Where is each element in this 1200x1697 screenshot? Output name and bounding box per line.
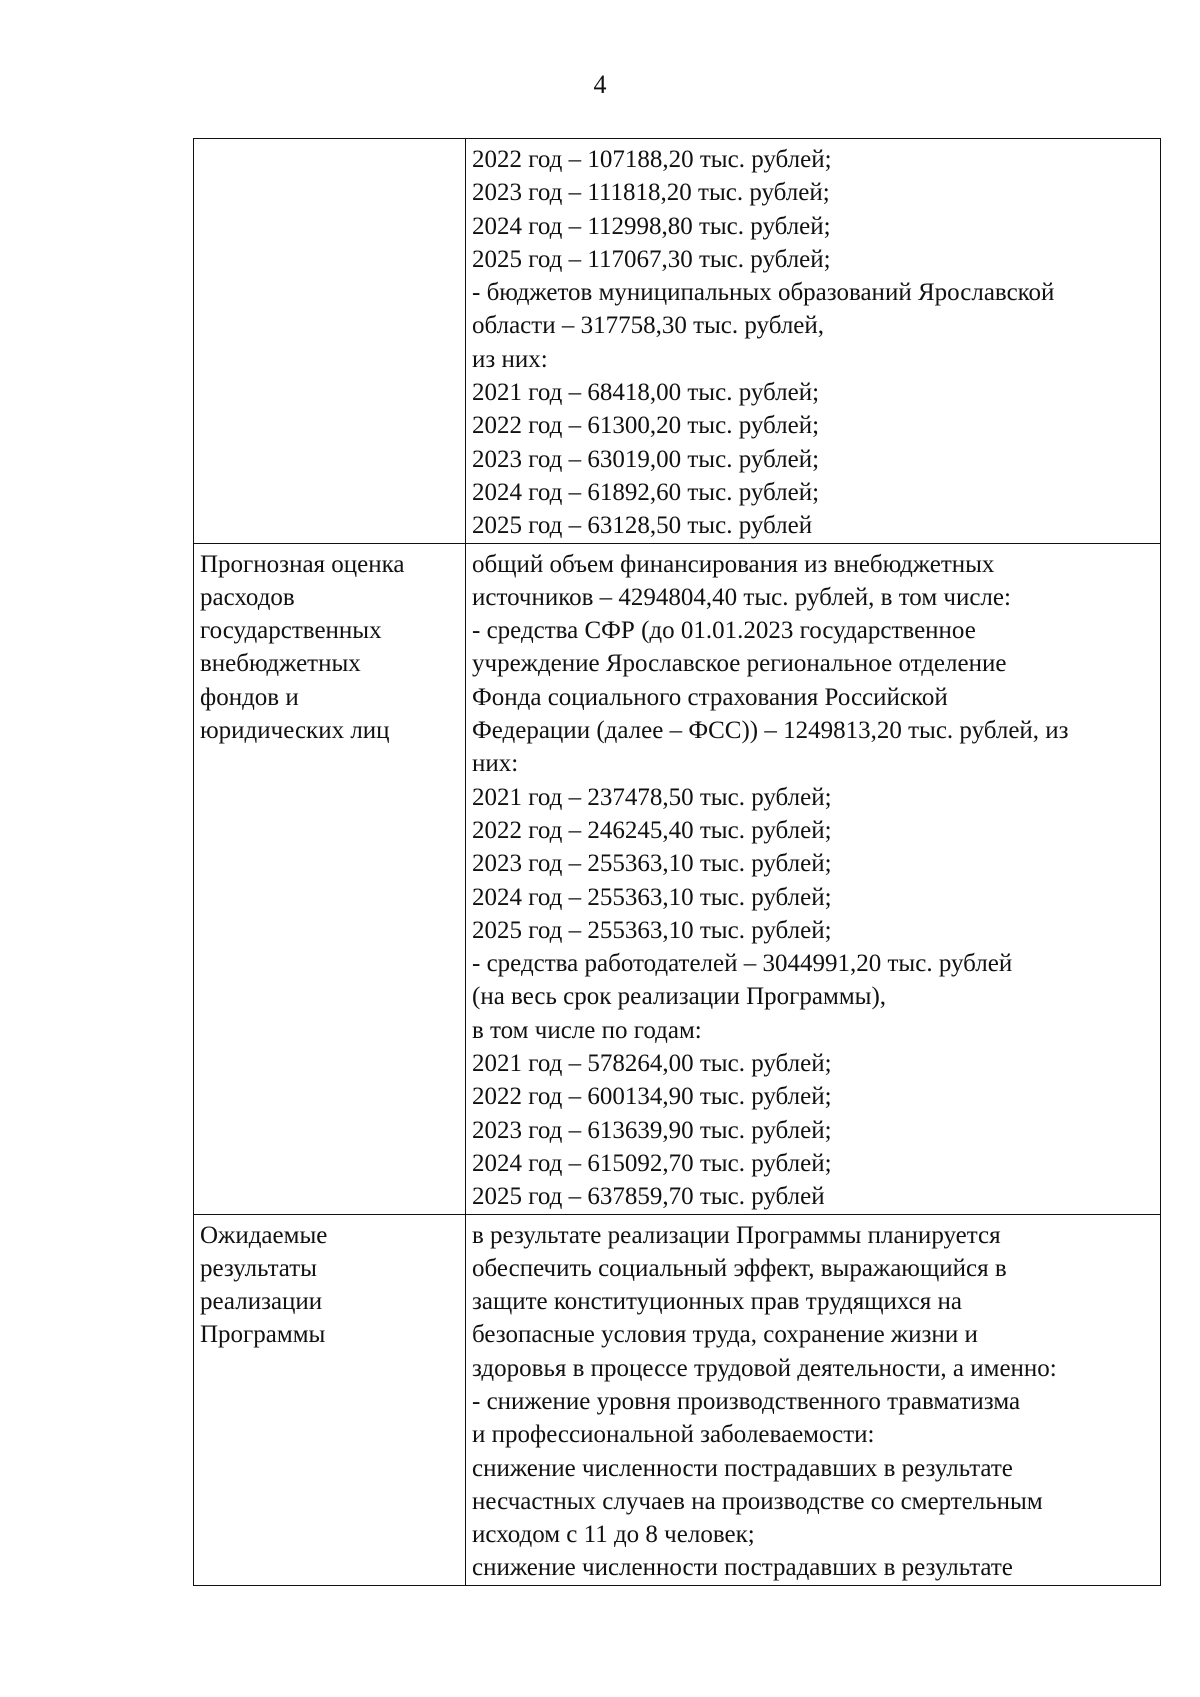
label-line: Ожидаемые [200,1221,328,1249]
row-label-cell [194,139,466,544]
content-line: Фонда социального страхования Российской [472,683,948,711]
content-line: 2023 год – 255363,10 тыс. рублей; [472,850,832,878]
page-number: 4 [593,70,607,99]
content-line: 2023 год – 613639,90 тыс. рублей; [472,1116,832,1144]
content-line: учреждение Ярославское региональное отделение [472,650,1007,678]
row-label-cell [194,543,466,1214]
content-line: снижение численности пострадавших в результате [472,1554,1013,1582]
row-label-cell [194,1214,466,1585]
content-line: - средства работодателей – 3044991,20 тыс. рублей [472,950,1013,978]
label-line: результаты [200,1254,317,1282]
content-line: 2022 год – 600134,90 тыс. рублей; [472,1083,832,1111]
content-line: Федерации (далее – ФСС)) – 1249813,20 тыс. рублей, из [472,717,1069,745]
label-line: расходов [200,583,295,611]
label-line: юридических лиц [200,717,390,745]
content-line: 2022 год – 246245,40 тыс. рублей; [472,816,832,844]
table-row-expected-results [194,1214,1161,1585]
content-line: 2022 год – 107188,20 тыс. рублей; [472,146,832,173]
content-line: (на весь срок реализации Программы), [472,983,887,1011]
content-line: - бюджетов муниципальных образований Ярославской [472,279,1055,307]
content-line: снижение численности пострадавших в результате [472,1454,1013,1482]
content-line: 2023 год – 111818,20 тыс. рублей; [472,179,830,207]
content-line: общий объем финансирования из внебюджетных [472,550,995,578]
passport-table [193,138,1161,1586]
content-line: 2025 год – 255363,10 тыс. рублей; [472,916,832,944]
content-line: здоровья в процессе трудовой деятельности, а именно: [472,1354,1057,1382]
label-line: внебюджетных [200,650,361,678]
content-line: источников – 4294804,40 тыс. рублей, в том числе: [472,583,1011,611]
content-line: 2024 год – 112998,80 тыс. рублей; [472,212,831,240]
label-line: Прогнозная оценка [200,550,405,578]
content-line: несчастных случаев на производстве со смертельным [472,1487,1043,1515]
content-line: - средства СФР (до 01.01.2023 государственное [472,617,976,645]
content-line: 2025 год – 117067,30 тыс. рублей; [472,245,831,273]
content-line: 2022 год – 61300,20 тыс. рублей; [472,412,820,440]
content-line: безопасные условия труда, сохранение жизни и [472,1321,978,1349]
content-line: 2024 год – 255363,10 тыс. рублей; [472,883,832,911]
content-line: обеспечить социальный эффект, выражающийся в [472,1254,1007,1282]
content-line: 2021 год – 68418,00 тыс. рублей; [472,379,820,407]
content-line: 2021 год – 237478,50 тыс. рублей; [472,783,832,811]
row-content-cell [466,139,1161,544]
content-line: в результате реализации Программы планируется [472,1221,1001,1249]
content-line: и профессиональной заболеваемости: [472,1421,875,1449]
content-line: исходом с 11 до 8 человек; [472,1521,755,1549]
label-line: реализации [200,1288,323,1316]
table-row-budget-continuation [194,139,1161,544]
content-line: них: [472,750,519,778]
content-line: 2021 год – 578264,00 тыс. рублей; [472,1050,832,1078]
content-line: 2024 год – 61892,60 тыс. рублей; [472,478,820,506]
row-content-cell [466,543,1161,1214]
content-line: 2025 год – 637859,70 тыс. рублей [472,1183,825,1211]
content-line: области – 317758,30 тыс. рублей, [472,312,825,340]
row-content-cell [466,1214,1161,1585]
label-line: фондов и [200,683,299,711]
content-line: защите конституционных прав трудящихся на [472,1288,962,1316]
content-line: - снижение уровня производственного травматизма [472,1387,1021,1415]
label-line: государственных [200,617,382,645]
content-line: в том числе по годам: [472,1016,702,1044]
content-line: 2024 год – 615092,70 тыс. рублей; [472,1149,832,1177]
label-line: Программы [200,1321,326,1349]
content-line: 2023 год – 63019,00 тыс. рублей; [472,445,820,473]
content-line: 2025 год – 63128,50 тыс. рублей [472,512,813,540]
table-row-offbudget-forecast [194,543,1161,1214]
content-line: из них: [472,345,548,373]
